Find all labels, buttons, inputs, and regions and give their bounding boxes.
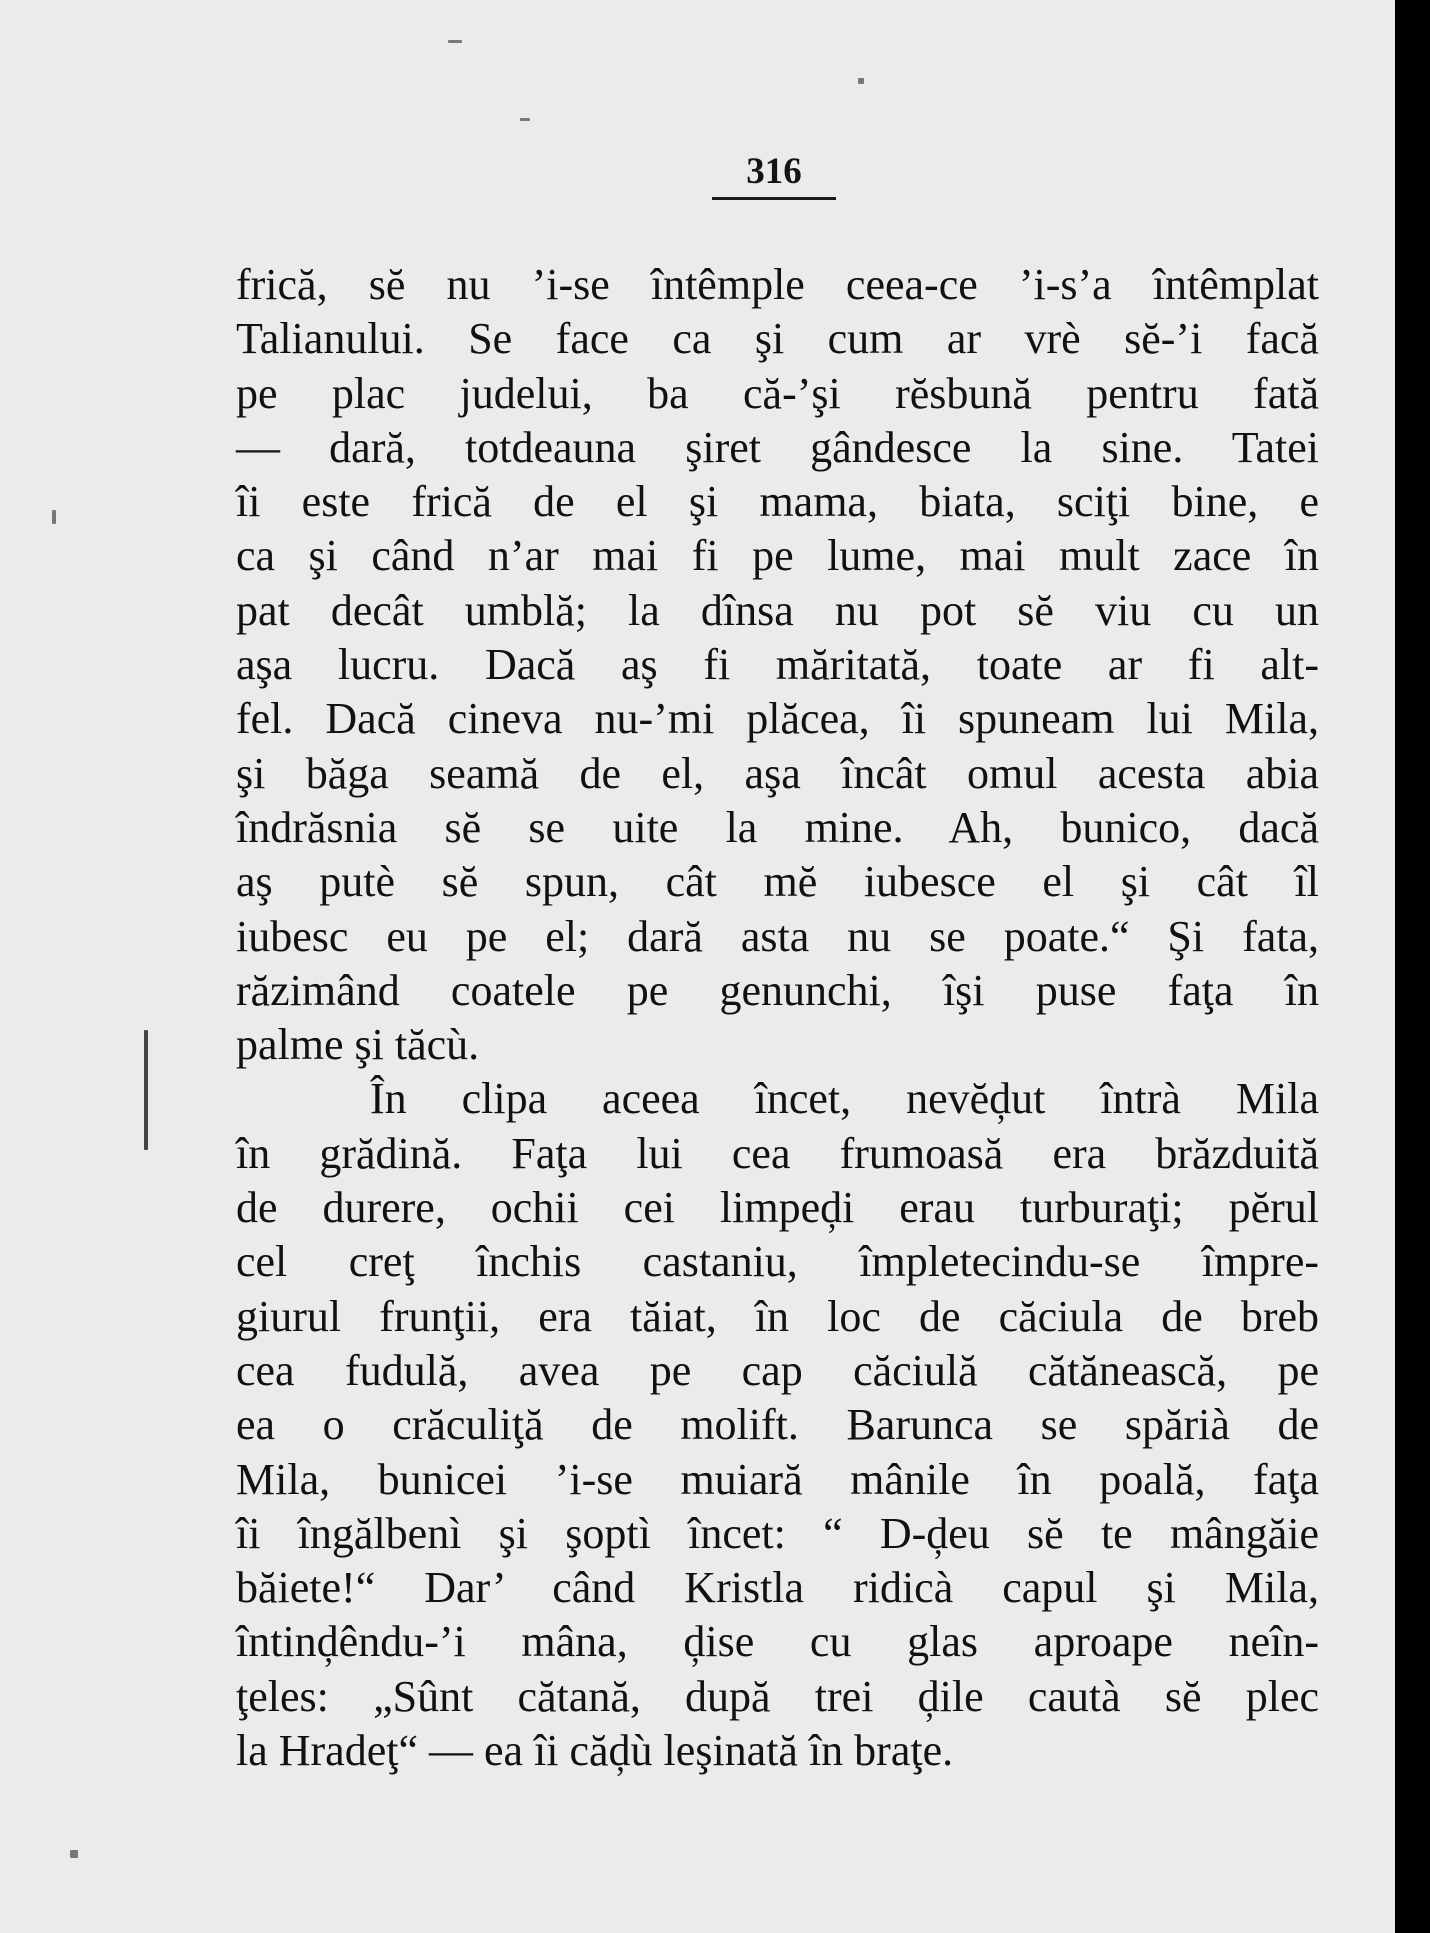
page-number: 316 bbox=[712, 150, 836, 200]
text-line: şi băga seamă de el, aşa încât omul acesta abia bbox=[236, 748, 1319, 798]
text-line: întinḑêndu-’i mâna, ḑise cu glas aproape neîn- bbox=[236, 1617, 1319, 1667]
text-line: aş putè sĕ spun, cât mĕ iubesce el şi cât îl bbox=[236, 857, 1319, 907]
text-line: pe plac judelui, ba că-’şi rĕsbună pentru fată bbox=[236, 368, 1319, 418]
text-line: îndrăsnia sĕ se uite la mine. Ah, bunico, dacă bbox=[236, 802, 1319, 852]
scan-speck bbox=[858, 78, 864, 84]
text-line: ca şi când n’ar mai fi pe lume, mai mult zace în bbox=[236, 531, 1319, 581]
text-line: frică, sĕ nu ’i-se întêmple ceea-ce ’i-s’a întêmplat bbox=[236, 260, 1319, 309]
text-line: iubesc eu pe el; dară asta nu se poate.“ Şi fata, bbox=[236, 911, 1319, 961]
text-line: la Hradeţ“ — ea îi căḑù leşinată în braţe. bbox=[236, 1726, 954, 1776]
text-line: îi îngălbenì şi şoptì încet: “ D-ḑeu sĕ te mângăie bbox=[236, 1508, 1319, 1558]
page-edge bbox=[1395, 0, 1430, 1933]
scan-speck bbox=[144, 1030, 148, 1150]
text-line: În clipa aceea încet, nevĕḑut întrà Mila bbox=[370, 1074, 1319, 1124]
scan-speck bbox=[520, 118, 530, 121]
scan-speck bbox=[70, 1850, 78, 1858]
text-line: Talianului. Se face ca şi cum ar vrè sĕ-’i facă bbox=[236, 314, 1319, 364]
text-line: îi este frică de el şi mama, biata, sciţi bine, e bbox=[236, 477, 1319, 527]
text-line: aşa lucru. Dacă aş fi măritată, toate ar fi alt- bbox=[236, 640, 1319, 690]
text-line: în grădină. Faţa lui cea frumoasă era brăzduită bbox=[236, 1128, 1319, 1178]
text-line: ea o crăculiţă de molift. Barunca se spărià de bbox=[236, 1400, 1319, 1450]
text-line: răzimând coatele pe genunchi, îşi puse faţa în bbox=[236, 965, 1319, 1015]
text-line: Mila, bunicei ’i-se muiară mânile în poală, faţa bbox=[236, 1454, 1319, 1504]
text-line: — dară, totdeauna şiret gândesce la sine. Tatei bbox=[236, 422, 1319, 472]
scan-speck bbox=[52, 510, 56, 524]
text-line: giurul frunţii, era tăiat, în loc de căciula de breb bbox=[236, 1291, 1319, 1341]
text-line: fel. Dacă cineva nu-’mi plăcea, îi spuneam lui Mila, bbox=[236, 694, 1319, 744]
text-line: ţeles: „Sûnt cătană, după trei ḑile cautà sĕ plec bbox=[236, 1671, 1319, 1721]
text-line: de durere, ochii cei limpeḑi erau turburaţi; pĕrul bbox=[236, 1183, 1319, 1233]
text-line: cel creţ închis castaniu, împletecindu-se împre- bbox=[236, 1237, 1319, 1287]
scan-speck bbox=[448, 40, 462, 43]
text-line: pat decât umblă; la dînsa nu pot sĕ viu cu un bbox=[236, 585, 1319, 635]
body-text bbox=[236, 258, 1319, 1778]
text-line: cea fudulă, avea pe cap căciulă cătănească, pe bbox=[236, 1345, 1319, 1395]
text-line: palme şi tăcù. bbox=[236, 1020, 480, 1070]
text-line: băiete!“ Dar’ când Kristla ridicà capul şi Mila, bbox=[236, 1563, 1319, 1613]
